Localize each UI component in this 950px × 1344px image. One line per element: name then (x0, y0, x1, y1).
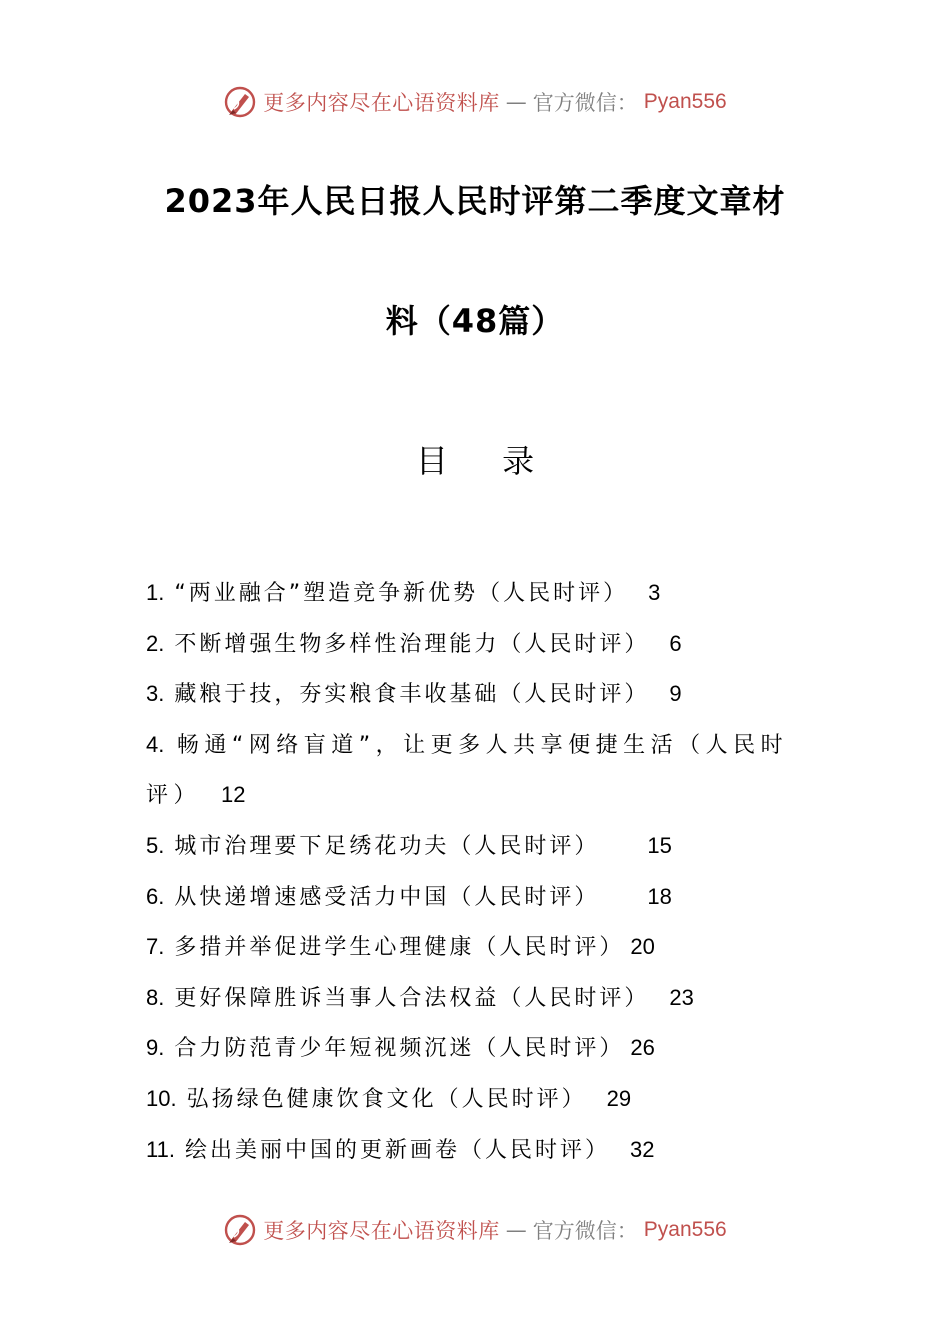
pen-nib-logo-icon (223, 85, 257, 119)
toc-item-page: 29 (606, 1085, 632, 1111)
document-title-line-2: 料（48篇） (385, 302, 565, 340)
toc-item-page: 20 (630, 934, 655, 960)
watermark-wechat-id: Pyan556 (643, 90, 727, 113)
footer-watermark (0, 1210, 950, 1250)
watermark-dash: — (505, 90, 527, 114)
watermark-slogan: 更多内容尽在心语资料库 (263, 91, 500, 115)
toc-item-number: 9. (146, 1035, 165, 1061)
toc-item-number: 1. (146, 580, 165, 605)
toc-item-title: 藏粮于技，夯实粮食丰收基础（人民时评） (174, 682, 650, 708)
toc-item-page: 26 (630, 1035, 655, 1061)
toc-item[interactable] (146, 922, 816, 973)
toc-item-title: 畅通“网络盲道”，让更多人共享便捷生活（人民时评） (146, 732, 789, 809)
toc-item-number: 8. (146, 984, 165, 1010)
toc-item-number: 6. (146, 883, 165, 909)
toc-item[interactable] (146, 568, 816, 619)
toc-item-number: 2. (146, 630, 165, 656)
toc-item[interactable] (146, 720, 816, 821)
toc-item[interactable] (146, 973, 816, 1024)
toc-item-page: 15 (647, 832, 672, 858)
toc-item-title: 多措并举促进学生心理健康（人民时评） (174, 935, 625, 961)
toc-heading: 目 录 (415, 442, 557, 480)
toc-item-number: 10. (146, 1085, 177, 1111)
toc-item-page: 32 (629, 1136, 655, 1162)
toc-item[interactable] (146, 669, 816, 720)
toc-item[interactable] (146, 872, 816, 923)
toc-item-title: 合力防范青少年短视频沉迷（人民时评） (174, 1036, 625, 1062)
toc-item-number: 4. (146, 731, 165, 757)
toc-item-page: 12 (221, 782, 246, 808)
table-of-contents (146, 568, 816, 1175)
toc-item-title: 城市治理要下足绣花功夫（人民时评） (174, 833, 600, 859)
toc-item-page: 3 (648, 580, 661, 605)
watermark-wechat-label: 官方微信： (532, 91, 638, 115)
toc-item[interactable] (146, 1125, 816, 1176)
toc-item-page: 9 (669, 681, 682, 707)
toc-item-title: 不断增强生物多样性治理能力（人民时评） (174, 631, 650, 657)
toc-item-page: 6 (669, 630, 682, 656)
toc-item-title: 弘扬绿色健康饮食文化（人民时评） (186, 1086, 587, 1112)
watermark-slogan: 更多内容尽在心语资料库 (263, 1219, 500, 1243)
toc-item[interactable] (146, 1074, 816, 1125)
toc-item[interactable] (146, 1023, 816, 1074)
watermark-wechat-id: Pyan556 (643, 1218, 727, 1241)
watermark-dash: — (505, 1218, 527, 1242)
toc-item-number: 11. (146, 1136, 175, 1162)
toc-item-title: 更好保障胜诉当事人合法权益（人民时评） (174, 985, 650, 1011)
toc-item-title: “两业融合”塑造竞争新优势（人民时评） (174, 581, 629, 606)
toc-item-title: 从快递增速感受活力中国（人民时评） (174, 884, 600, 910)
toc-item-page: 23 (669, 984, 694, 1010)
toc-item-number: 3. (146, 681, 165, 707)
toc-item[interactable] (146, 619, 816, 670)
toc-item[interactable] (146, 821, 816, 872)
toc-item-title: 绘出美丽中国的更新画卷（人民时评） (184, 1137, 610, 1163)
toc-item-number: 5. (146, 832, 165, 858)
document-title-line-1: 2023年人民日报人民时评第二季度文章材 (164, 182, 786, 220)
toc-item-number: 7. (146, 934, 165, 960)
header-watermark (0, 82, 950, 122)
pen-nib-logo-icon (223, 1213, 257, 1247)
toc-item-page: 18 (647, 883, 672, 909)
watermark-wechat-label: 官方微信： (532, 1219, 638, 1243)
